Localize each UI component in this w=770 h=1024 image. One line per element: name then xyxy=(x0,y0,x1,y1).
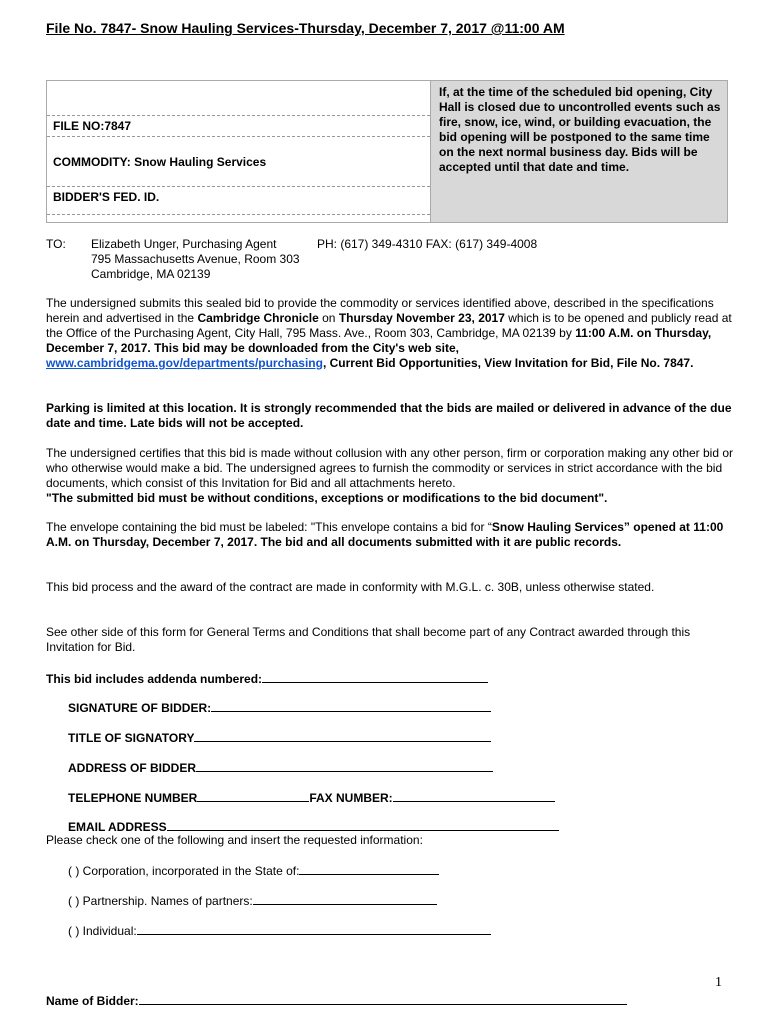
addenda-label: This bid includes addenda numbered: xyxy=(46,672,263,686)
other-side-paragraph: See other side of this form for General Terms and Conditions that shall become part of any Contract awarded through this Invitation for Bid. xyxy=(46,625,691,654)
closure-notice-box xyxy=(431,81,727,222)
signature-input-line[interactable] xyxy=(211,699,491,712)
certify-bold: "The submitted bid must be without conditions, exceptions or modifications to the bid document". xyxy=(46,491,608,505)
para1-text-4: , Current Bid Opportunities, View Invitation for Bid, File No. 7847. xyxy=(322,356,694,370)
email-label: EMAIL ADDRESS xyxy=(68,820,167,834)
info-row-fed-id xyxy=(47,187,430,215)
page-number: 1 xyxy=(715,975,722,990)
address-label: ADDRESS OF BIDDER xyxy=(68,761,197,775)
para1-ad-date: Thursday November 23, 2017 xyxy=(338,311,505,325)
to-phone: PH: (617) 349-4310 FAX: (617) 349-4008 xyxy=(317,237,538,251)
envelope-paragraph xyxy=(46,520,736,550)
signature-field xyxy=(68,699,491,715)
addenda-input-line[interactable] xyxy=(262,670,488,683)
para1-newspaper: Cambridge Chronicle xyxy=(197,311,319,325)
to-address2: Cambridge, MA 02139 xyxy=(91,267,211,281)
individual-input-line[interactable] xyxy=(137,922,491,935)
name-of-bidder-field xyxy=(46,992,627,1008)
para1-text-1: The undersigned submits this sealed bid to provide the commodity or services identified above, described in the specifications herein and advertised in the xyxy=(46,296,714,325)
info-row-commodity xyxy=(47,137,430,187)
individual-label[interactable]: ( ) Individual: xyxy=(68,924,137,938)
submission-paragraph xyxy=(46,296,736,371)
commodity-label: COMMODITY: Snow Hauling Services xyxy=(53,155,267,169)
corporation-option xyxy=(68,862,439,878)
telephone-fax-field xyxy=(68,789,555,805)
email-field xyxy=(68,818,559,834)
individual-option xyxy=(68,922,491,938)
name-of-bidder-label: Name of Bidder: xyxy=(46,994,139,1008)
addenda-field xyxy=(46,670,488,686)
address-input-line[interactable] xyxy=(196,759,493,772)
telephone-label: TELEPHONE NUMBER xyxy=(68,791,198,805)
title-input-line[interactable] xyxy=(194,729,491,742)
para1-text-3: which is to be opened and publicly read at the Office of the Purchasing Agent, City Hall, 795 Mass. Ave., Room 303, Cambridge, MA 02139 by xyxy=(46,311,732,340)
to-label: TO: xyxy=(46,237,66,251)
name-of-bidder-input-line[interactable] xyxy=(139,992,627,1005)
telephone-input-line[interactable] xyxy=(197,789,309,802)
closure-notice: If, at the time of the scheduled bid opening, City Hall is closed due to uncontrolled events such as fire, snow, ice, wind, or building evacuation, the bid opening will be postponed to the same time on the next normal business day. Bids will be accepted until that date and time. xyxy=(439,85,721,174)
fed-id-label: BIDDER'S FED. ID. xyxy=(53,190,160,204)
para1-deadline: 11:00 A.M. on Thursday, December 7, 2017. This bid may be downloaded from the City's web site, xyxy=(46,326,712,355)
file-no-label: FILE NO:7847 xyxy=(53,119,132,133)
email-input-line[interactable] xyxy=(167,818,559,831)
page-title: File No. 7847- Snow Hauling Services-Thursday, December 7, 2017 @11:00 AM xyxy=(46,20,565,36)
partners-input-line[interactable] xyxy=(253,892,437,905)
address-field xyxy=(68,759,493,775)
signature-label: SIGNATURE OF BIDDER: xyxy=(68,701,212,715)
website-link[interactable]: www.cambridgema.gov/departments/purchasing xyxy=(46,356,323,370)
para1-text-2: on xyxy=(318,311,339,325)
partnership-label[interactable]: ( ) Partnership. Names of partners: xyxy=(68,894,253,908)
conformity-paragraph: This bid process and the award of the contract are made in conformity with M.G.L. c. 30B, unless otherwise stated. xyxy=(46,580,655,594)
parking-notice: Parking is limited at this location. It is strongly recommended that the bids are mailed or delivered in advance of the due date and time. Late bids will not be accepted. xyxy=(46,401,732,430)
info-row-file-no xyxy=(47,116,430,137)
envelope-text: The envelope containing the bid must be labeled: "This envelope contains a bid for “ xyxy=(46,520,492,534)
fax-input-line[interactable] xyxy=(393,789,555,802)
corporation-state-input-line[interactable] xyxy=(299,862,439,875)
certify-text: The undersigned certifies that this bid is made without collusion with any other person, firm or corporation making any other bid or who otherwise would make a bid. The undersigned agrees to furnish the commodity or services in strict accordance with the bid documents, which consist of this Invitation for Bid and all attachments hereto. xyxy=(46,446,734,490)
partnership-option xyxy=(68,892,437,908)
info-row-blank xyxy=(47,81,430,116)
certification-paragraph xyxy=(46,446,736,506)
check-intro: Please check one of the following and insert the requested information: xyxy=(46,833,423,847)
to-address1: 795 Massachusetts Avenue, Room 303 xyxy=(91,252,300,266)
title-field xyxy=(68,729,491,745)
fax-label: FAX NUMBER: xyxy=(309,791,393,805)
envelope-bold: Snow Hauling Services” opened at 11:00 A.M. on Thursday, December 7, 2017. The bid and all documents submitted with it are public records. xyxy=(46,520,724,549)
info-left-column xyxy=(47,81,431,222)
title-label: TITLE OF SIGNATORY xyxy=(68,731,195,745)
corporation-label[interactable]: ( ) Corporation, incorporated in the State of: xyxy=(68,864,300,878)
to-name: Elizabeth Unger, Purchasing Agent xyxy=(91,237,277,251)
info-box xyxy=(46,80,728,223)
